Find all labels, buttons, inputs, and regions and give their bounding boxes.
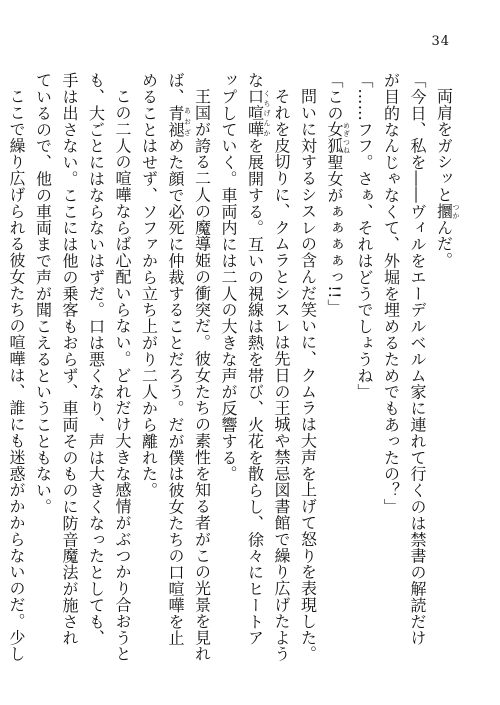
- ruby-base: 青褪: [166, 104, 185, 138]
- ruby-reading: つか: [452, 202, 460, 220]
- paragraph-4-text-b: 聖女がぁぁぁぁっ!!」: [325, 154, 344, 316]
- ruby-reading: めぎつね: [342, 121, 351, 154]
- paragraph-6-text-b: を展開する。互いの視線は熱を帯び、火花を散らし、徐々にヒートアップしていく。車両内には二人の大きな声が反響する。: [219, 72, 265, 647]
- ruby-base: 口喧嘩: [245, 88, 265, 138]
- ruby-base: 攌: [434, 202, 454, 220]
- paragraph-6-text-a: それを皮切りに、クムラとシスレは先日の王城や禁忌図書館で繰り広げたような: [245, 72, 291, 662]
- paragraph-1-text-a: 両肩をガシッと: [434, 88, 454, 203]
- ruby-reading: あおざ: [183, 104, 192, 138]
- ruby-aoza: [166, 104, 192, 138]
- paragraph-2: 「今日、私を――ヴィルをエーデルベルム家に連れて行くのは禁書の解読だけが目的なんじゃなくて、外堀を埋めるためでもあったの？」: [381, 72, 427, 646]
- paragraph-7: [135, 72, 215, 662]
- paragraph-3: 「……フフ。さぁ、それはどうでしょうね」: [355, 72, 374, 400]
- paragraph-8: この二人の喧嘩ならば心配いらない。どれだけ大きな感情がぶつかり合おうとも、大ごとにはならないはずだ。口は悪くなり、声は大きくなったとしても、手は出さない。ここには他の乗客もおらず、車両そのものに防音魔法が施されているので、他の車両まで声が聞こえるということもない。: [33, 72, 132, 662]
- paragraph-6: [215, 72, 295, 662]
- ruby-tsuka: [434, 202, 460, 220]
- paragraph-7-text-a: 王国が誇る二人の魔導姫の衝突だ。彼女たちの素性を知る者がこの光景を見れば、: [166, 72, 212, 662]
- ruby-base: 女狐: [325, 121, 344, 155]
- paragraph-4-text-a: 「この: [325, 72, 344, 122]
- page-number: 34: [431, 34, 450, 49]
- vertical-body-text: [7, 72, 460, 662]
- paragraph-1: [430, 72, 460, 662]
- paragraph-9: ここで繰り広げられる彼女たちの喧嘩は、誰にも迷惑がかからないのだ。少し: [7, 88, 26, 662]
- paragraph-1-text-b: んだ。: [434, 219, 454, 269]
- ruby-kuchigenka: [245, 88, 271, 138]
- ruby-megitsune: [325, 121, 351, 155]
- paragraph-4: [321, 72, 351, 662]
- paragraph-7-text-b: めた顔で必死に仲裁することだろう。だが僕は彼女たちの口喧嘩を止めることはせず、ソファから立ち上がり二人から離れた。: [139, 72, 185, 647]
- paragraph-5: 問いに対するシスレの含んだ笑いに、クムラは大声を上げて怒りを表現した。: [298, 88, 318, 662]
- ruby-reading: くちげんか: [263, 88, 271, 138]
